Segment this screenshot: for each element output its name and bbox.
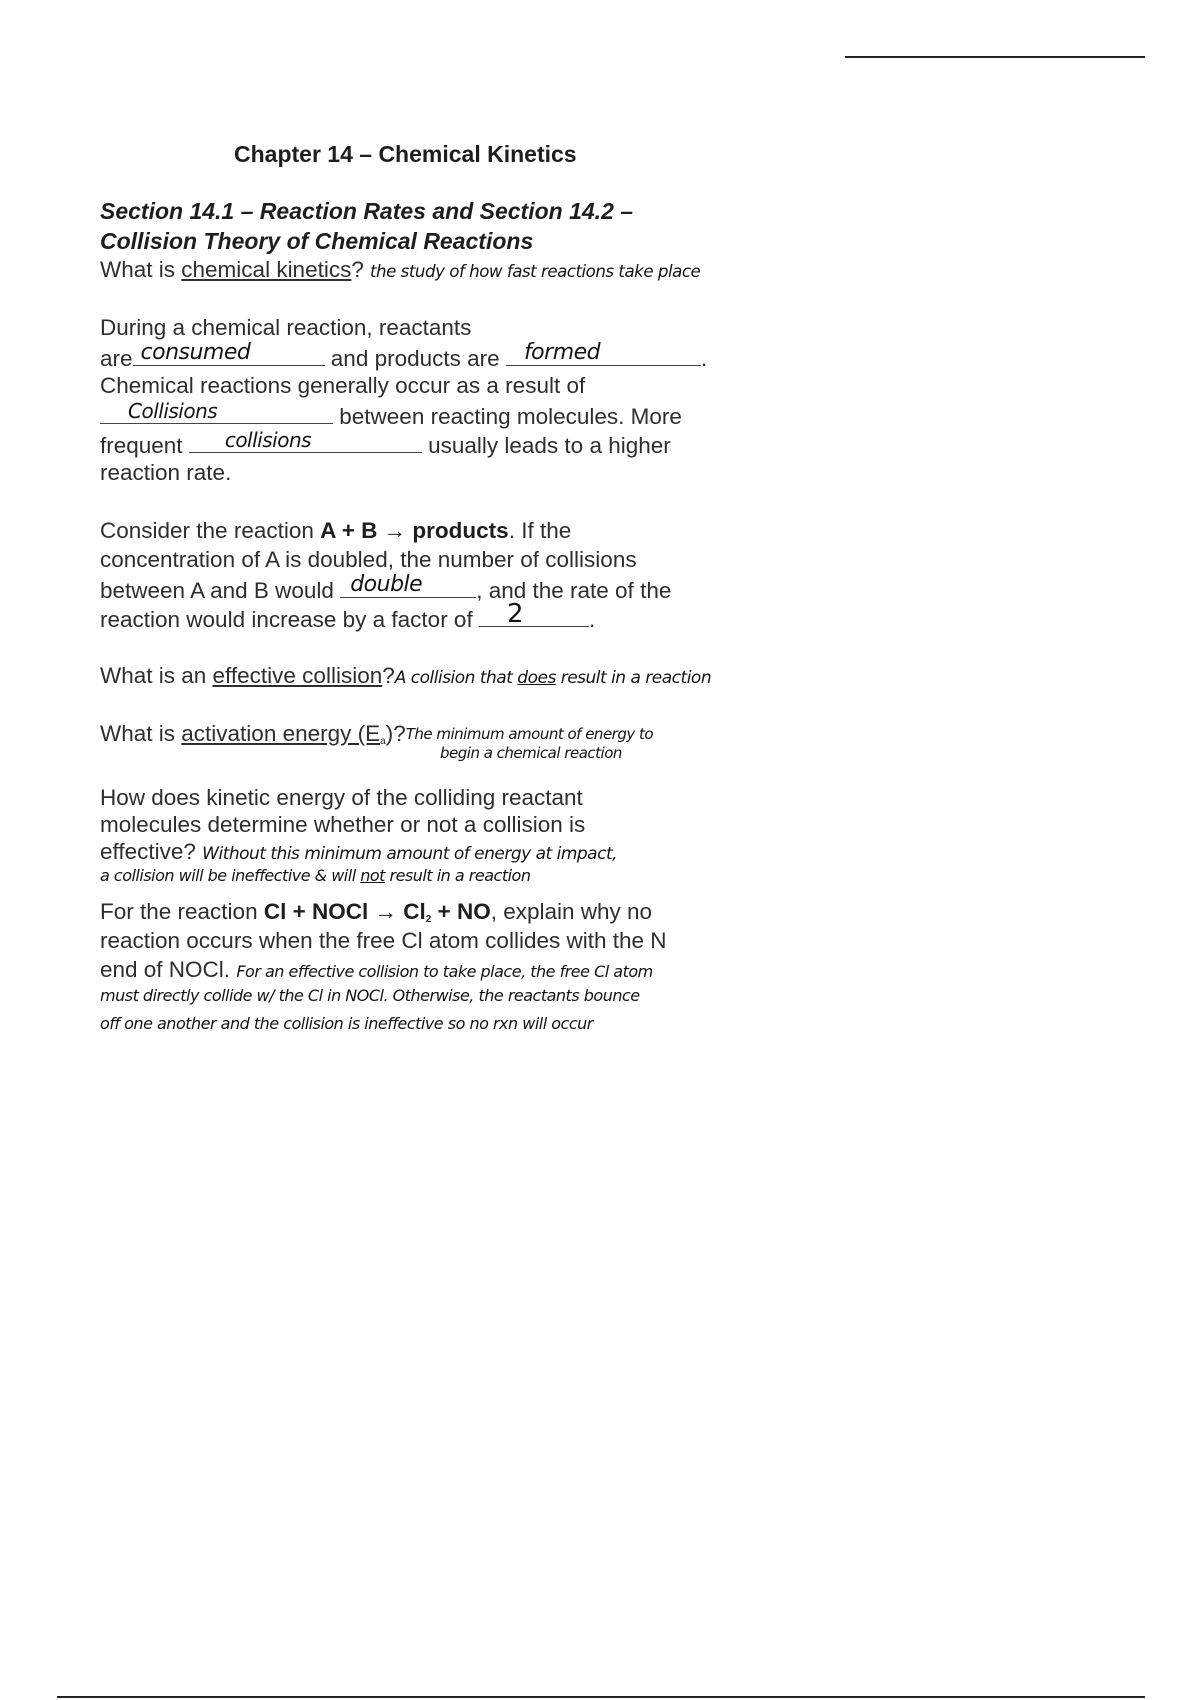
q5-equation-subscript: 2	[425, 914, 432, 925]
handwritten-formed: formed	[523, 340, 601, 365]
p1-between: between reacting molecules. More	[339, 404, 682, 429]
q5-for-reaction: For the reaction	[100, 899, 264, 924]
blank-collisions-1	[100, 401, 333, 424]
p2-line-3	[100, 572, 672, 605]
p1-line-4	[100, 401, 682, 431]
handwritten-double: double	[350, 572, 423, 597]
p2-line-4	[100, 599, 596, 634]
q5-equation-a: Cl + NOCl → Cl	[263, 899, 426, 924]
q1-prefix: What is	[100, 257, 182, 282]
q3-prefix: What is	[100, 721, 182, 746]
q3-suffix: )?	[385, 721, 406, 746]
p1-line-3: Chemical reactions generally occur as a result of	[100, 373, 586, 398]
p2-period: .	[588, 607, 596, 632]
blank-consumed	[133, 340, 325, 366]
question-chemical-kinetics	[100, 256, 707, 286]
q4-handwritten-answer-line-2	[100, 866, 530, 885]
q2-suffix: ?	[382, 663, 395, 688]
blank-formed	[506, 340, 701, 366]
bottom-rule	[57, 1696, 1145, 1698]
p2-between: between A and B would	[100, 578, 334, 603]
p2-consider: Consider the reaction	[100, 518, 321, 543]
q3-term-text: activation energy (E	[181, 721, 381, 746]
q2-answer-does: does	[517, 668, 556, 688]
q3-handwritten-answer-line-2: begin a chemical reaction	[440, 744, 622, 762]
q4-answer-a: a collision will be ineffective & will	[100, 866, 361, 885]
section-title-line-1: Section 14.1 – Reaction Rates and Section 14.2 –	[100, 198, 634, 224]
q3-handwritten-answer-line-1: The minimum amount of energy to	[405, 725, 654, 743]
q5-end-of-nocl: end of NOCl.	[100, 957, 231, 982]
p1-line-2	[100, 340, 708, 373]
p1-products-are: and products are	[330, 346, 500, 371]
p1-are: are	[100, 346, 133, 371]
q4-effective: effective?	[100, 839, 196, 864]
q4-line-2: molecules determine whether or not a collision is	[100, 812, 586, 837]
p2-line-2: concentration of A is doubled, the number of collisions	[100, 547, 637, 572]
p2-reaction-equation: A + B → products	[320, 518, 509, 543]
q5-reaction-equation	[264, 899, 491, 924]
question-effective-collision	[100, 662, 711, 692]
p1-frequent: frequent	[100, 433, 183, 458]
p2-if-the: . If the	[508, 518, 572, 543]
p1-line-1: During a chemical reaction, reactants	[100, 315, 472, 340]
q2-prefix: What is an	[100, 663, 213, 688]
p2-and-rate: , and the rate of the	[476, 578, 672, 603]
q5-handwritten-answer-line-1: For an effective collision to take place, the free Cl atom	[236, 962, 653, 981]
p2-factor-of: reaction would increase by a factor of	[100, 607, 473, 632]
q1-suffix: ?	[351, 257, 364, 282]
q5-line-3	[100, 956, 653, 986]
q2-handwritten-answer	[395, 664, 711, 692]
q4-handwritten-answer-line-1: Without this minimum amount of energy at impact,	[202, 844, 618, 864]
q5-equation-b: + NO	[431, 899, 491, 924]
q2-answer-a: A collision that	[394, 668, 518, 688]
q2-term: effective collision	[212, 663, 383, 688]
section-title	[100, 196, 633, 256]
q3-term	[181, 721, 385, 746]
chapter-title: Chapter 14 – Chemical Kinetics	[234, 141, 577, 167]
q1-handwritten-answer: the study of how fast reactions take place	[370, 262, 701, 282]
handwritten-collisions-2: collisions	[224, 428, 312, 452]
p1-period: .	[700, 346, 708, 371]
q1-term: chemical kinetics	[181, 257, 352, 282]
section-title-line-2: Collision Theory of Chemical Reactions	[100, 228, 534, 254]
handwritten-collisions-1: Collisions	[128, 399, 218, 423]
q3-term-subscript: a	[380, 736, 386, 747]
q5-line-2: reaction occurs when the free Cl atom collides with the N	[100, 928, 667, 953]
blank-double	[340, 572, 476, 598]
p1-line-6: reaction rate.	[100, 460, 232, 485]
q2-answer-b: result in a reaction	[555, 668, 712, 688]
q5-explain: , explain why no	[490, 899, 653, 924]
q4-line-3	[100, 838, 617, 868]
q5-handwritten-answer-line-2: must directly collide w/ the Cl in NOCl. Otherwise, the reactants bounce	[100, 986, 640, 1005]
p1-line-5	[100, 430, 671, 460]
handwritten-factor: 2	[506, 599, 524, 629]
blank-factor	[479, 599, 589, 629]
blank-collisions-2	[189, 430, 422, 453]
p1-usually: usually leads to a higher	[428, 433, 671, 458]
q4-answer-not: not	[360, 866, 385, 885]
q4-answer-b: result in a reaction	[384, 866, 531, 885]
p2-line-1	[100, 517, 571, 545]
top-rule	[845, 56, 1145, 58]
q5-handwritten-answer-line-3: off one another and the collision is ineffective so no rxn will occur	[100, 1014, 593, 1033]
handwritten-consumed: consumed	[140, 340, 251, 365]
q4-line-1: How does kinetic energy of the colliding reactant	[100, 785, 583, 810]
